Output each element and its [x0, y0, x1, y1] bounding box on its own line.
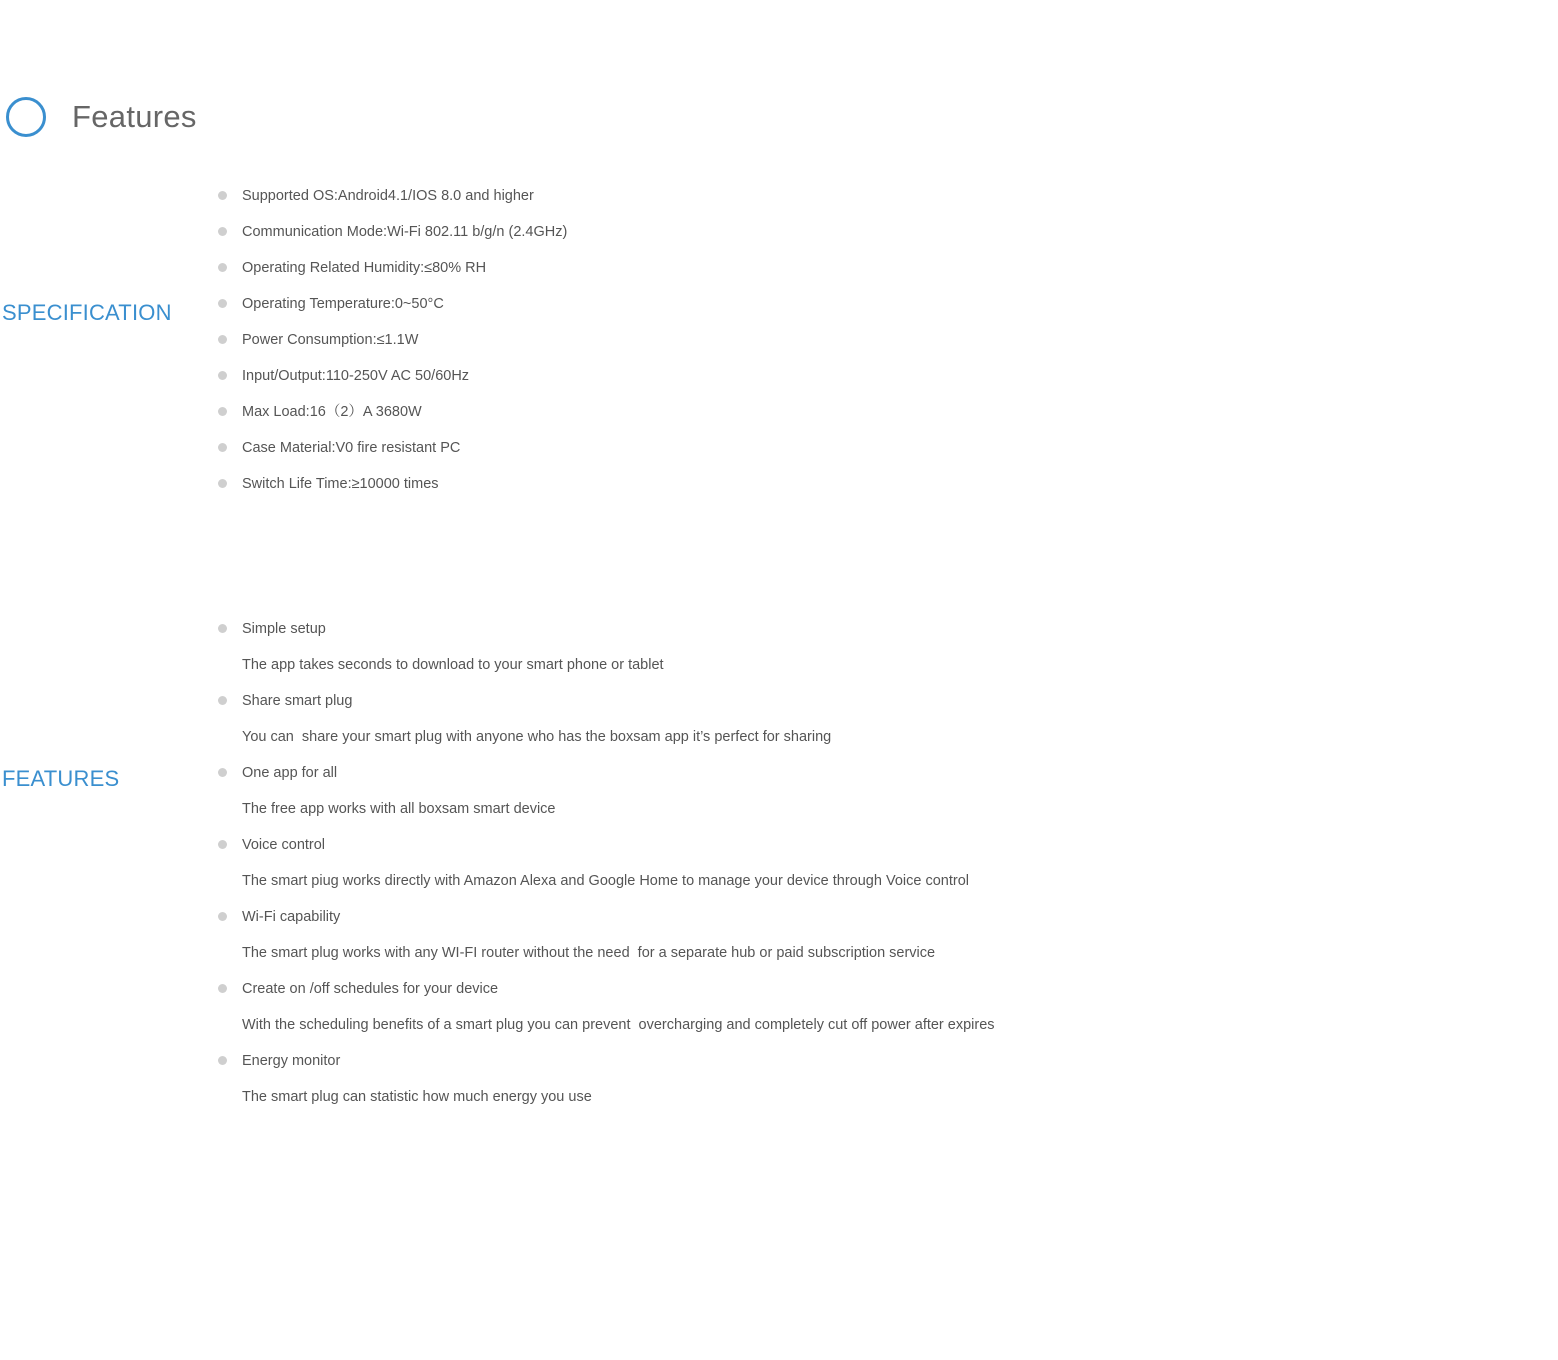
spec-item-text: Operating Temperature:0~50°C	[242, 296, 444, 312]
feature-title-text: Share smart plug	[242, 693, 353, 709]
bullet-icon	[218, 1056, 227, 1065]
feature-title-text: Energy monitor	[242, 1053, 341, 1069]
specification-list	[218, 178, 567, 502]
feature-title-text: Simple setup	[242, 621, 326, 637]
bullet-icon	[218, 227, 227, 236]
spec-item	[218, 178, 567, 214]
spec-item-text: Case Material:V0 fire resistant PC	[242, 440, 461, 456]
feature-title	[218, 971, 995, 1007]
circle-icon	[6, 97, 46, 137]
bullet-icon	[218, 443, 227, 452]
feature-desc-text: The smart plug works with any WI-FI router without the need for a separate hub or paid subscription service	[242, 945, 936, 961]
page-title: Features	[72, 99, 197, 134]
feature-title	[218, 683, 995, 719]
spec-item	[218, 394, 567, 430]
spec-item	[218, 286, 567, 322]
feature-desc	[218, 863, 995, 899]
bullet-icon	[218, 371, 227, 380]
feature-title-text: Wi-Fi capability	[242, 909, 341, 925]
bullet-icon	[218, 624, 227, 633]
page-header	[6, 96, 197, 138]
feature-desc-text: With the scheduling benefits of a smart plug you can prevent overcharging and completely cut off power after expires	[242, 1017, 995, 1033]
spec-item-text: Input/Output:110-250V AC 50/60Hz	[242, 368, 470, 384]
feature-desc	[218, 647, 995, 683]
bullet-icon	[218, 191, 227, 200]
feature-title	[218, 1043, 995, 1079]
spec-item-text: Power Consumption:≤1.1W	[242, 332, 419, 348]
spec-item	[218, 322, 567, 358]
specification-label: SPECIFICATION	[2, 300, 172, 325]
bullet-icon	[218, 912, 227, 921]
spec-item-text: Switch Life Time:≥10000 times	[242, 476, 439, 492]
bullet-icon	[218, 840, 227, 849]
feature-desc-text: The smart piug works directly with Amazon Alexa and Google Home to manage your device through Voice control	[242, 873, 969, 889]
feature-title	[218, 611, 995, 647]
bullet-icon	[218, 299, 227, 308]
bullet-icon	[218, 768, 227, 777]
feature-desc-text: The free app works with all boxsam smart device	[242, 801, 556, 817]
feature-desc	[218, 1007, 995, 1043]
spec-item-text: Max Load:16（2）A 3680W	[242, 404, 422, 420]
feature-title-text: Create on /off schedules for your device	[242, 981, 499, 997]
spec-item	[218, 214, 567, 250]
feature-title	[218, 755, 995, 791]
feature-desc-text: The smart plug can statistic how much energy you use	[242, 1089, 592, 1105]
spec-item-text: Supported OS:Android4.1/IOS 8.0 and higher	[242, 188, 534, 204]
feature-desc	[218, 791, 995, 827]
feature-title	[218, 899, 995, 935]
feature-title-text: One app for all	[242, 765, 338, 781]
spec-item	[218, 358, 567, 394]
features-list	[218, 611, 995, 1115]
feature-desc-text: You can share your smart plug with anyone who has the boxsam app it’s perfect for sharing	[242, 729, 832, 745]
bullet-icon	[218, 335, 227, 344]
spec-item	[218, 430, 567, 466]
spec-item-text: Operating Related Humidity:≤80% RH	[242, 260, 487, 276]
feature-desc	[218, 935, 995, 971]
feature-desc	[218, 1079, 995, 1115]
feature-desc-text: The app takes seconds to download to your smart phone or tablet	[242, 657, 664, 673]
feature-title-text: Voice control	[242, 837, 326, 853]
bullet-icon	[218, 696, 227, 705]
bullet-icon	[218, 984, 227, 993]
bullet-icon	[218, 407, 227, 416]
features-label: FEATURES	[2, 766, 120, 791]
feature-desc	[218, 719, 995, 755]
bullet-icon	[218, 263, 227, 272]
spec-item	[218, 250, 567, 286]
spec-item	[218, 466, 567, 502]
bullet-icon	[218, 479, 227, 488]
feature-title	[218, 827, 995, 863]
spec-item-text: Communication Mode:Wi-Fi 802.11 b/g/n (2.4GHz)	[242, 224, 568, 240]
